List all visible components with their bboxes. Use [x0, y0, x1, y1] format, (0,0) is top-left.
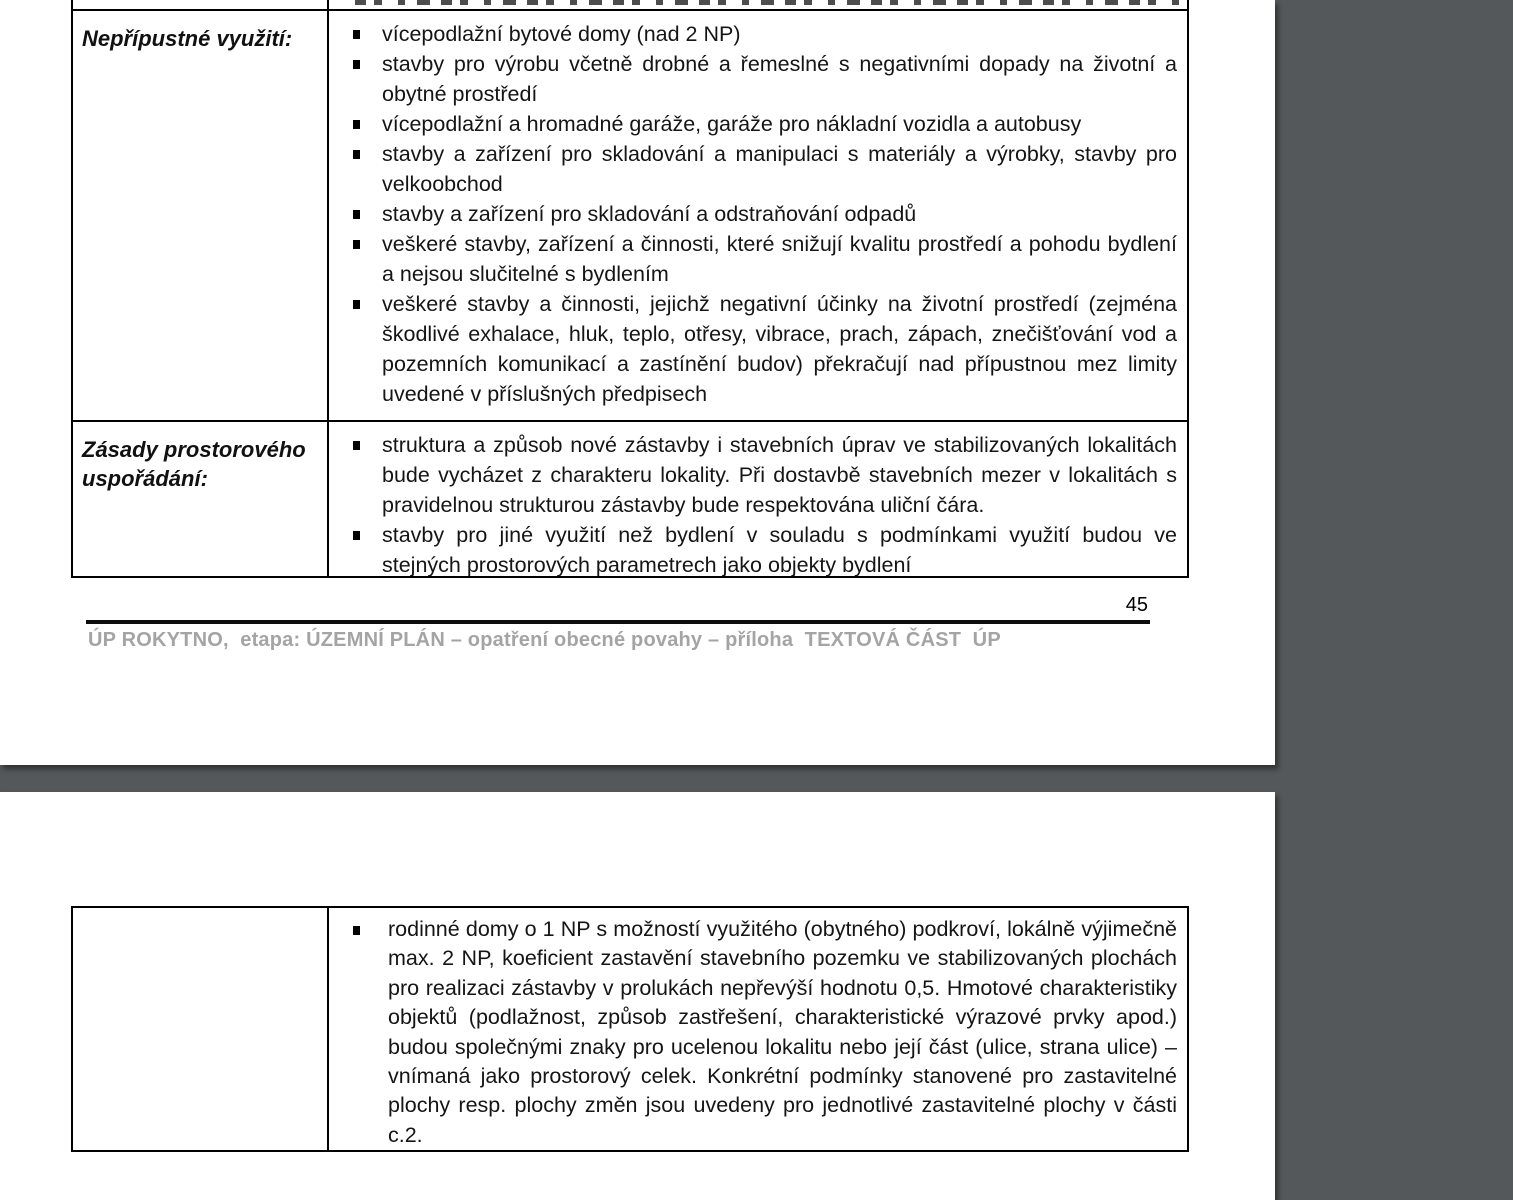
bullet-text: rodinné domy o 1 NP s možností využitého (obytného) podkroví, lokálně výjimečně max. 2 NP, koeficient zastavění stavebního pozemku ve stabilizovaných plochách pro realizaci zástavby v prolukách nepřevýší hodnotu 0,5. Hmotové charakteristiky objektů (podlažnost, způsob zastřešení, charakteristické výrazové prvky apod.) budou společnými znaky pro ucelenou lokalitu nebo její část (ulice, strana ulice) – vnímaná jako prostorový celek. Konkrétní podmínky stanovené pro zastavitelné plochy resp. plochy změn jsou uvedeny pro jednotlivé zastavitelné plochy v části c.2.: [388, 917, 1177, 1147]
bullet-item: [351, 49, 1177, 109]
bullet-text: veškeré stavby, zařízení a činnosti, které snižují kvalitu prostředí a pohodu bydlení a nejsou slučitelné s bydlením: [382, 232, 1177, 286]
clipped-text-remnant: [355, 0, 1183, 5]
table-cell-content: [329, 11, 1187, 420]
footer-text: ÚP ROKYTNO, etapa: ÚZEMNÍ PLÁN – opatření obecné povahy – příloha TEXTOVÁ ČÁST ÚP: [88, 629, 1001, 651]
table-cell-label: [73, 11, 329, 420]
bullet-square-icon: [353, 240, 360, 249]
table-cell-label-clipped: [73, 0, 329, 9]
bullet-item: [351, 430, 1177, 520]
bullet-text: stavby pro jiné využití než bydlení v souladu s podmínkami využití budou ve stejných prostorových parametrech jako objekty bydlení: [382, 523, 1177, 576]
bullet-text: vícepodlažní bytové domy (nad 2 NP): [382, 22, 741, 46]
document-page-2: [0, 792, 1275, 1200]
bullet-square-icon: [353, 210, 360, 219]
bullet-square-icon: [353, 441, 360, 450]
table-row-rodinne-domy: [73, 908, 1187, 1150]
bullet-item: [351, 199, 1177, 229]
bullet-square-icon: [353, 926, 360, 935]
row-label: Zásady prostorového uspořádání:: [82, 437, 306, 491]
bullet-square-icon: [353, 531, 360, 540]
bullet-square-icon: [353, 150, 360, 159]
bullet-square-icon: [353, 300, 360, 309]
table-cell-content-clipped: [329, 0, 1187, 9]
zoning-conditions-table: [71, 0, 1189, 578]
bullet-square-icon: [353, 30, 360, 39]
bullet-text: stavby a zařízení pro skladování a manipulaci s materiály a výrobky, stavby pro velkoobchod: [382, 142, 1177, 196]
bullet-text: struktura a způsob nové zástavby i stavebních úprav ve stabilizovaných lokalitách bude vycházet z charakteru lokality. Při dostavbě stavebních mezer v lokalitách s pravidelnou strukturou zástavby bude respektována uliční čára.: [382, 433, 1177, 517]
bullet-item: [351, 109, 1177, 139]
bullet-item: [351, 19, 1177, 49]
bullet-square-icon: [353, 60, 360, 69]
footer-rule: [86, 620, 1150, 624]
bullet-item: [351, 915, 1177, 1150]
bullet-square-icon: [353, 120, 360, 129]
table-cell-label: [73, 422, 329, 576]
bullet-text: stavby pro výrobu včetně drobné a řemeslné s negativními dopady na životní a obytné prostředí: [382, 52, 1177, 106]
table-cell-content: [329, 422, 1187, 576]
bullet-text: stavby a zařízení pro skladování a odstraňování odpadů: [382, 202, 917, 226]
table-row-zasady-usporadani: [73, 420, 1187, 576]
page-number: 45: [1125, 594, 1148, 616]
table-cell-content: [329, 908, 1187, 1150]
bullet-item: [351, 229, 1177, 289]
bullet-text: veškeré stavby a činnosti, jejichž negativní účinky na životní prostředí (zejména škodlivé exhalace, hluk, teplo, otřesy, vibrace, prach, zápach, znečišťování vod a pozemních komunikací a zastínění budov) překračují nad přípustnou mez limity uvedené v příslušných předpisech: [382, 292, 1177, 406]
bullet-item: [351, 520, 1177, 576]
bullet-item: [351, 289, 1177, 409]
bullet-item: [351, 139, 1177, 199]
zoning-conditions-table-continued: [71, 906, 1189, 1152]
row-label: Nepřípustné využití:: [82, 26, 293, 51]
table-row-clipped: [73, 0, 1187, 9]
bullet-text: vícepodlažní a hromadné garáže, garáže pro nákladní vozidla a autobusy: [382, 112, 1082, 136]
table-cell-label-empty: [73, 908, 329, 1150]
table-row-nepripustne-vyuziti: [73, 9, 1187, 420]
